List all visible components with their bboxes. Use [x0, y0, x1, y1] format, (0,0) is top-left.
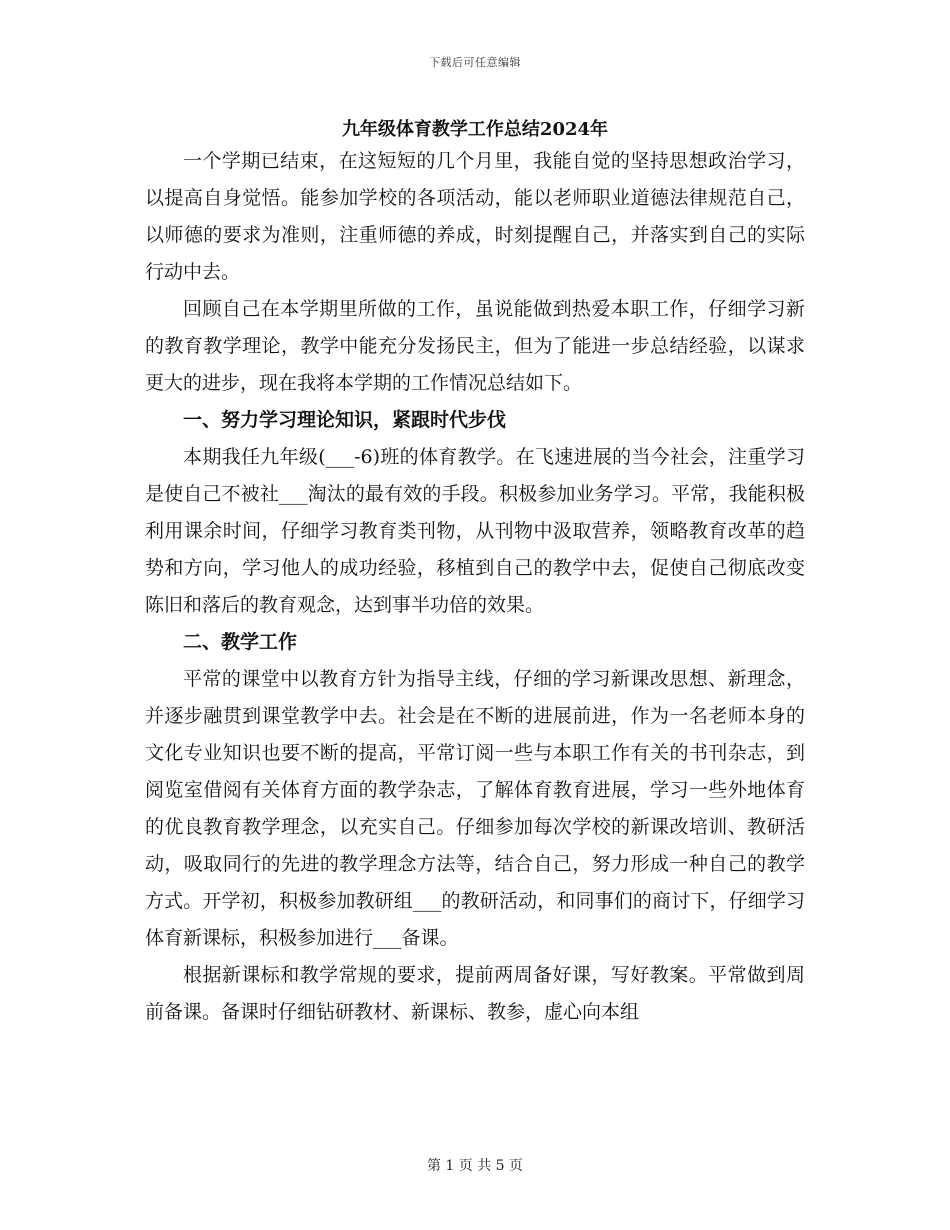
page-header-note: 下载后可任意编辑: [429, 56, 521, 69]
section-heading-2: 二、教学工作: [183, 631, 298, 653]
page-number: 第 1 页 共 5 页: [426, 1158, 524, 1174]
document-title: 九年级体育教学工作总结2024年: [341, 119, 609, 140]
paragraph-study: 本期我任九年级(___-6)班的体育教学。在飞速进展的当今社会，注重学习是使自己不被社___淘汰的最有效的手段。积极参加业务学习。平常，我能积极利用课余时间，仔细学习教育类刊物，从刊物中汲取营养，领略教育改革的趋势和方向，学习他人的成功经验，移植到自己的教学中去，促使自己彻底改变陈旧和落后的教育观念，达到事半功倍的效果。: [145, 446, 805, 616]
section-heading-1: 一、努力学习理论知识，紧跟时代步伐: [183, 409, 507, 431]
paragraph-lesson-prep: 根据新课标和教学常规的要求，提前两周备好课，写好教案。平常做到周前备课。备课时仔细钻研教材、新课标、教参，虚心向本组: [145, 964, 805, 1023]
paragraph-teaching: 平常的课堂中以教育方针为指导主线，仔细的学习新课改思想、新理念，并逐步融贯到课堂教学中去。社会是在不断的进展前进，作为一名老师本身的文化专业知识也要不断的提高，平常订阅一些与本职工作有关的书刊杂志，到阅览室借阅有关体育方面的教学杂志，了解体育教育进展，学习一些外地体育的优良教育教学理念，以充实自己。仔细参加每次学校的新课改培训、教研活动，吸取同行的先进的教学理念方法等，结合自己，努力形成一种自己的教学方式。开学初，积极参加教研组___的教研活动，和同事们的商讨下，仔细学习体育新课标，积极参加进行___备课。: [145, 668, 805, 949]
document-body: [145, 143, 805, 1031]
paragraph-review: 回顾自己在本学期里所做的工作，虽说能做到热爱本职工作，仔细学习新的教育教学理论，教学中能充分发扬民主，但为了能进一步总结经验，以谋求更大的进步，现在我将本学期的工作情况总结如下。: [145, 298, 805, 394]
paragraph-intro: 一个学期已结束，在这短短的几个月里，我能自觉的坚持思想政治学习，以提高自身觉悟。能参加学校的各项活动，能以老师职业道德法律规范自己，以师德的要求为准则，注重师德的养成，时刻提醒自己，并落实到自己的实际行动中去。: [145, 150, 805, 283]
